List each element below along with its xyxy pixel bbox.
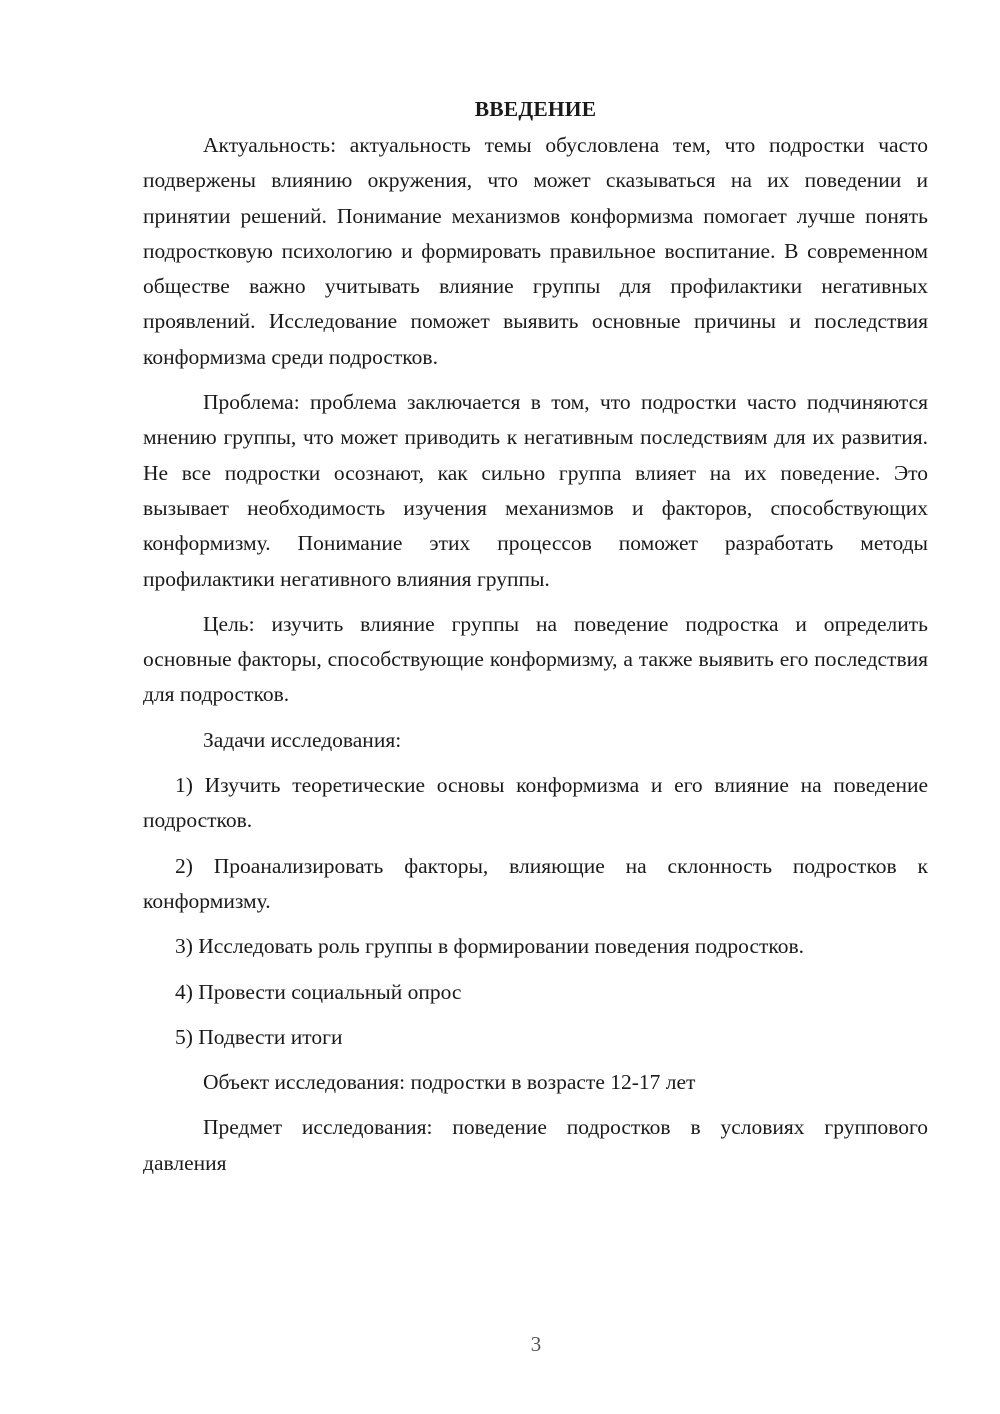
tasks-heading: Задачи исследования: xyxy=(203,727,402,752)
task-item-3: 3) Исследовать роль группы в формировании поведения подростков. xyxy=(175,934,805,959)
problem-paragraph: Проблема: проблема заключается в том, что подростки часто подчиняются мнению группы, что может приводить к негативным последствиям для их развития. Не все подростки осознают, как сильно группа влияет на их поведение. Это вызывает необходимость изучения механизмов и факторов, способствующих конформизму. Понимание этих процессов поможет разработать методы профилактики негативного влияния группы. xyxy=(143,390,928,591)
section-title: ВВЕДЕНИЕ xyxy=(474,97,597,121)
document-page xyxy=(143,92,928,1191)
goal-paragraph: Цель: изучить влияние группы на поведение подростка и определить основные факторы, способствующие конформизму, а также выявить его последствия для подростков. xyxy=(143,611,928,707)
research-object: Объект исследования: подростки в возрасте 12-17 лет xyxy=(203,1070,696,1095)
task-item-1: 1) Изучить теоретические основы конформизма и его влияние на поведение подростков. xyxy=(143,773,928,833)
page-number: 3 xyxy=(530,1332,542,1356)
relevance-paragraph: Актуальность: актуальность темы обусловлена тем, что подростки часто подвержены влиянию окружения, что может сказываться на их поведении и принятии решений. Понимание механизмов конформизма помогает лучше понять подростковую психологию и формировать правильное воспитание. В современном обществе важно учитывать влияние группы для профилактики негативных проявлений. Исследование поможет выявить основные причины и последствия конформизма среди подростков. xyxy=(143,133,928,369)
task-item-5: 5) Подвести итоги xyxy=(175,1024,343,1049)
research-subject: Предмет исследования: поведение подростков в условиях группового давления xyxy=(143,1115,928,1175)
task-item-2: 2) Проанализировать факторы, влияющие на склонность подростков к конформизму. xyxy=(143,853,928,913)
task-item-4: 4) Провести социальный опрос xyxy=(175,979,462,1004)
